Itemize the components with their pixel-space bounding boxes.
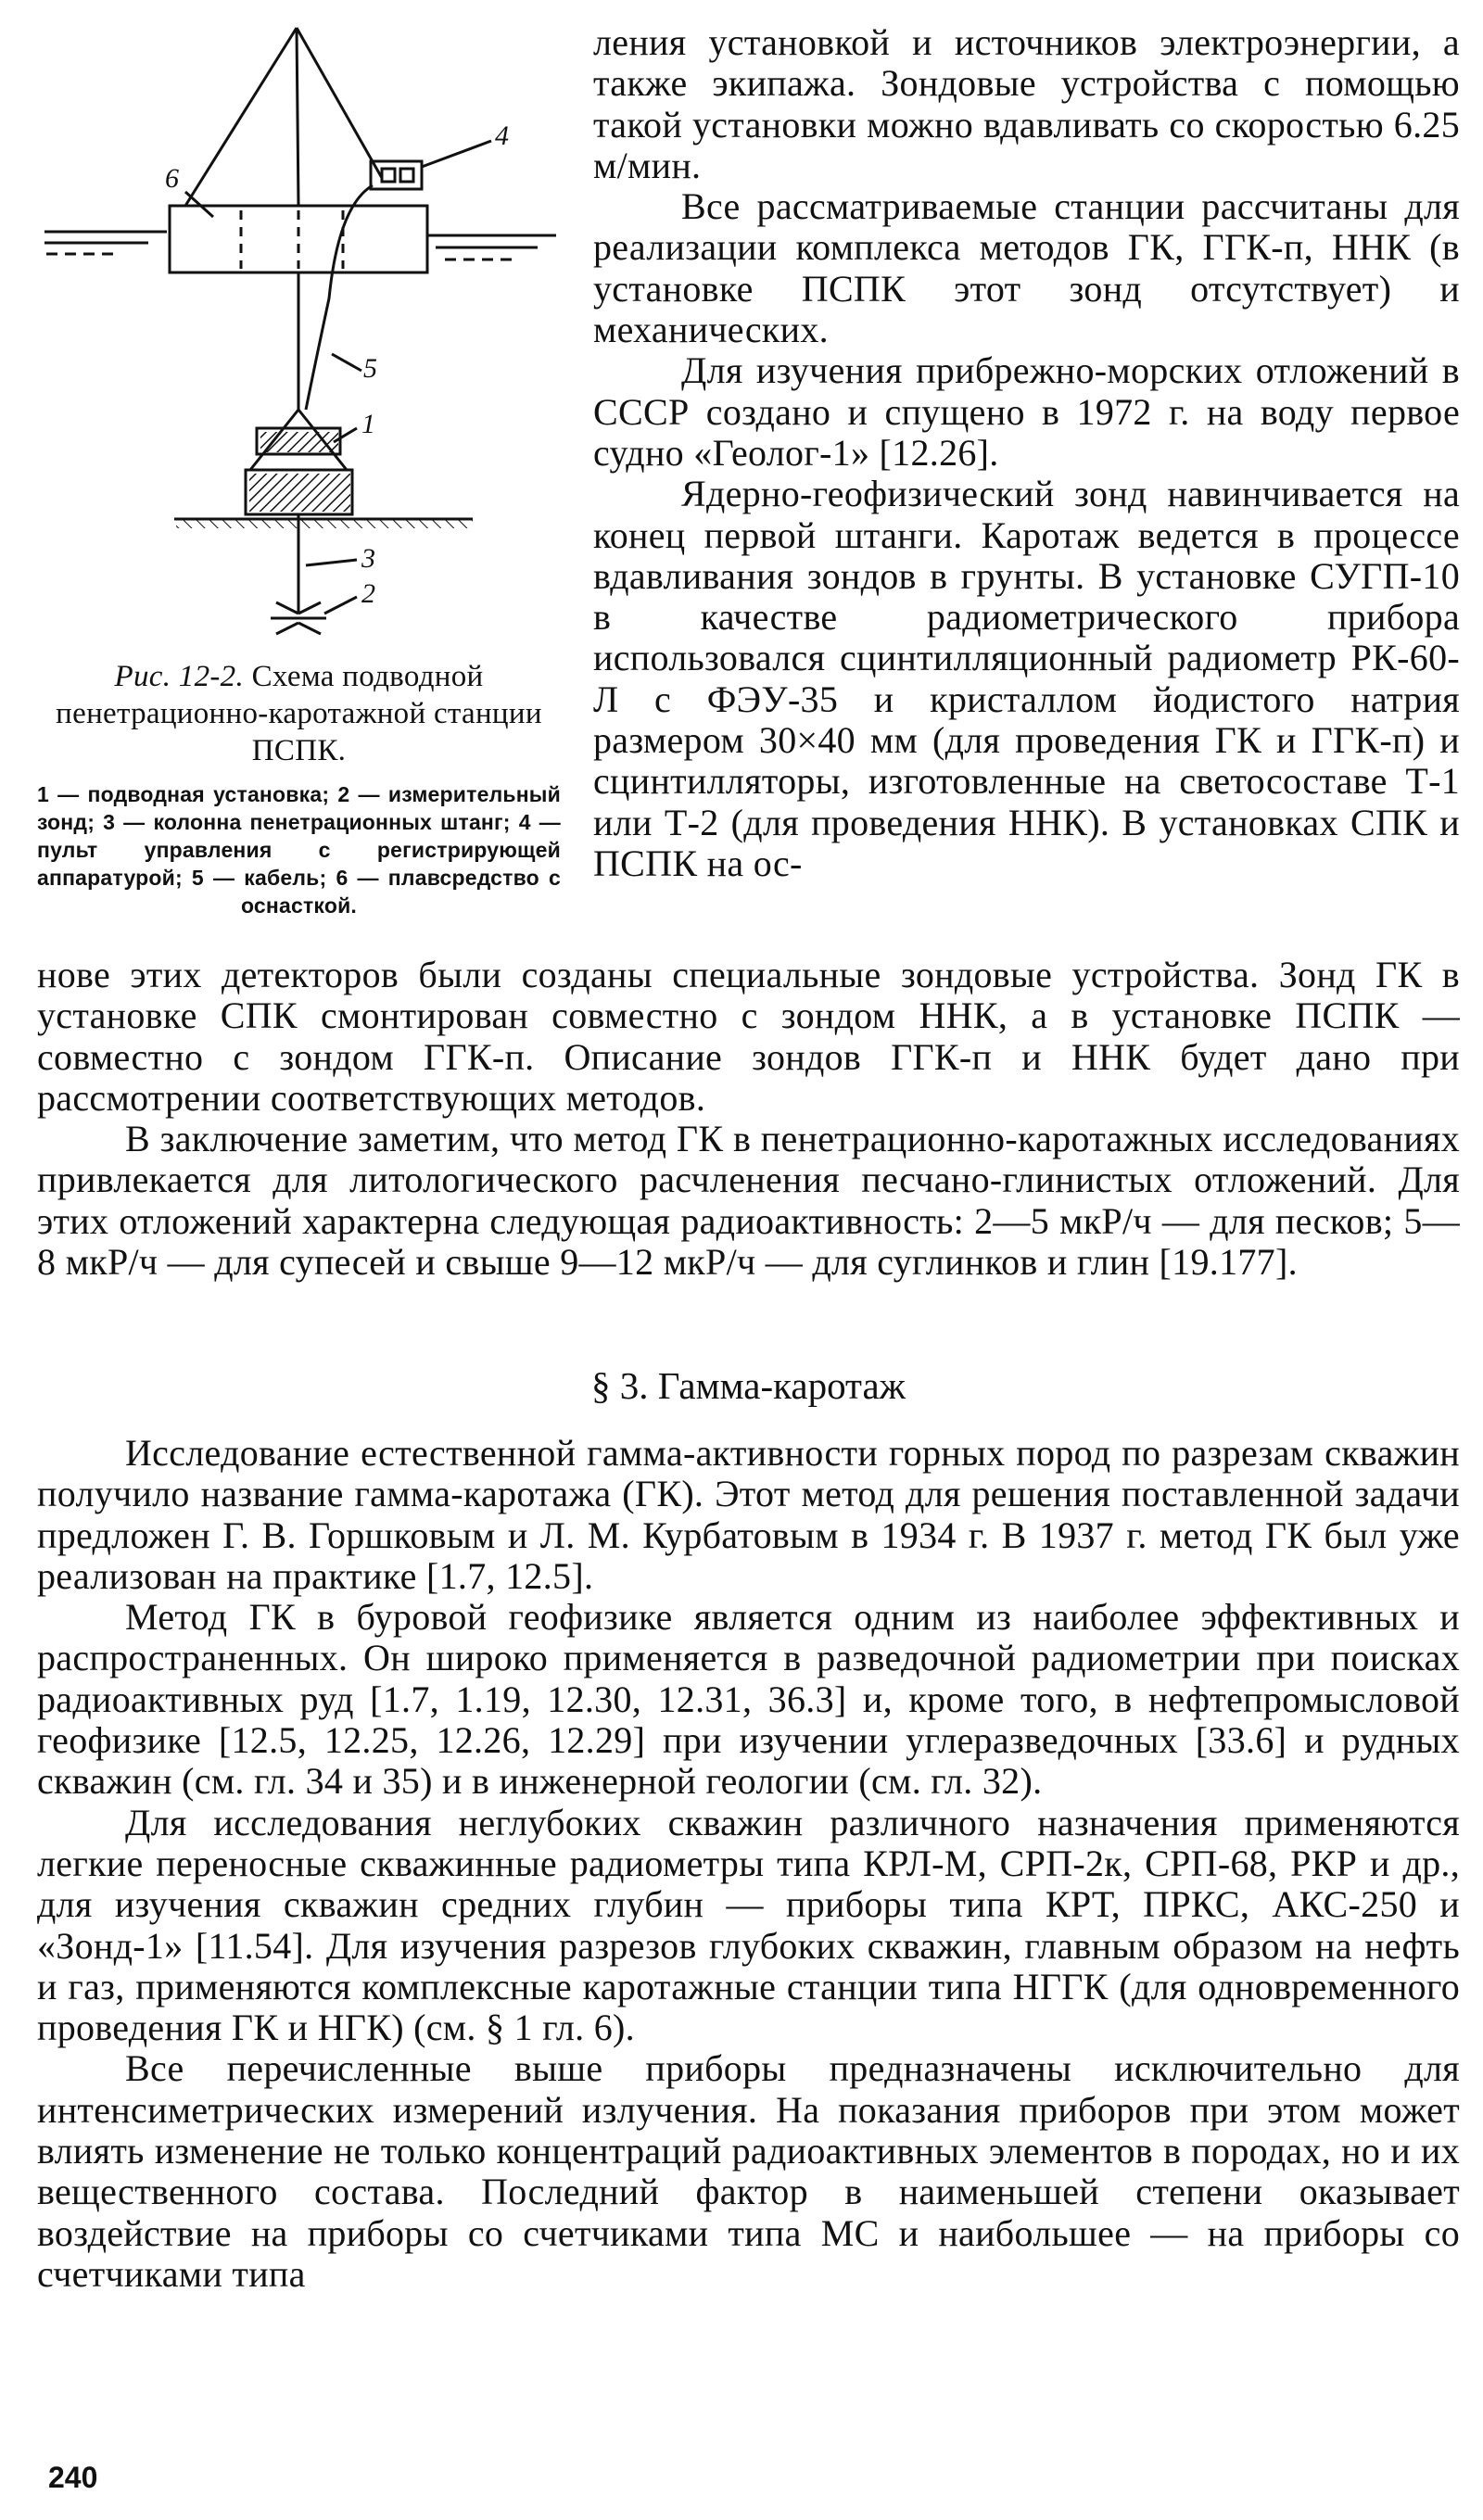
figure-caption-text: Схема подводной пенетрационно-каротажной станции ПСПК. (56, 660, 542, 767)
figure-caption (37, 658, 561, 769)
paragraph: ления установкой и источников электроэнергии, а также экипажа. Зондовые устройства с помощью такой установки можно вдавливать со скоростью 6.25 м/мин. (593, 21, 1460, 186)
paragraph: Исследование естественной гамма-активности горных пород по разрезам скважин получило название гамма-каротажа (ГК). Этот метод для решения поставленной задачи предложен Г. В. Горшковым и Л. М. Курбатовым в 1934 г. В 1937 г. метод ГК был уже реализован на практике [1.7, 12.5]. (37, 1432, 1460, 1597)
paragraph: Метод ГК в буровой геофизике является одним из наиболее эффективных и распространенных. Он широко применяется в разведочной радиометрии при поисках радиоактивных руд [1.7, 1.19, 12.30, 12.31, 36.3] и, кроме того, в нефтепромысловой геофизике [12.5, 12.25, 12.26, 12.29] при изучении углеразведочных [33.6] и рудных скважин (см. гл. 34 и 35) и в инженерной геологии (см. гл. 32). (37, 1596, 1460, 1803)
paragraph: нове этих детекторов были созданы специальные зондовые устройства. Зонд ГК в установке СПК смонтирован совместно с зондом ННК, а в установке ПСПК — совместно с зондом ГГК-п. Описание зондов ГГК-п и ННК будет дано при рассмотрении соответствующих методов. (37, 954, 1460, 1119)
full-width-text (37, 955, 1460, 1283)
section-body (37, 1433, 1460, 2295)
callout-6: 6 (165, 163, 179, 194)
paragraph: Для изучения прибрежно-морских отложений в СССР создано и спущено в 1972 г. на воду первое судно «Геолог-1» [12.26]. (593, 349, 1460, 474)
figure-12-2 (37, 20, 561, 943)
paragraph: В заключение заметим, что метод ГК в пенетрационно-каротажных исследованиях привлекается для литологического расчленения песчано-глинистых отложений. Для этих отложений характерна следующая радиоактивность: 2—5 мкР/ч — для песков; 5—8 мкР/ч — для супесей и свыше 9—12 мкР/ч — для суглинков и глин [19.177]. (37, 1118, 1460, 1284)
callout-1: 1 (361, 409, 375, 439)
callout-3: 3 (361, 543, 375, 574)
callout-4: 4 (495, 120, 509, 151)
page-number: 240 (48, 2461, 98, 2494)
paragraph: Все рассматриваемые станции рассчитаны для реализации комплекса методов ГК, ГГК-п, ННК (в установке ПСПК этот зонд отсутствует) и механических. (593, 185, 1460, 351)
figure-legend: 1 — подводная установка; 2 — измерительный зонд; 3 — колонна пенетрационных штанг; 4 — пульт управления с регистрирующей аппаратурой; 5 — кабель; 6 — плавсредство с оснасткой. (37, 782, 561, 918)
paragraph: Для исследования неглубоких скважин различного назначения применяются легкие переносные скважинные радиометры типа КРЛ-М, СРП-2к, СРП-68, РКР и др., для изучения скважин средних глубин — приборы типа КРТ, ПРКС, АКС-250 и «Зонд-1» [11.54]. Для изучения разрезов глубоких скважин, главным образом на нефть и газ, применяются комплексные каротажные станции типа НГГК (для одновременного проведения ГК и НГК) (см. § 1 гл. 6). (37, 1801, 1460, 2049)
figure-caption-label: Рис. 12-2. (114, 660, 245, 693)
paragraph: Все перечисленные выше приборы предназначены исключительно для интенсиметрических измерений излучения. На показания приборов при этом может влиять изменение не только концентраций радиоактивных элементов в породах, но и их вещественного состава. Последний фактор в наименьшей степени оказывает воздействие на приборы со счетчиками типа МС и наибольшее — на приборы со счетчиками типа (37, 2047, 1460, 2295)
penetration-station-schematic (37, 20, 561, 651)
callout-5: 5 (363, 353, 377, 384)
paragraph: Ядерно-геофизический зонд навинчивается на конец первой штанги. Каротаж ведется в процессе вдавливания зондов в грунты. В установке СУГП-10 в качестве радиометрического прибора использовался сцинтилляционный радиометр РК-60-Л с ФЭУ-35 и кристаллом йодистого натрия размером 30×40 мм (для проведения ГК и ГГК-п) и сцинтилляторы, изготовленные на светосоставе Т-1 или Т-2 (для проведения ННК). В установках СПК и ПСПК на ос- (593, 473, 1460, 884)
callout-2: 2 (361, 578, 375, 609)
right-column-text (593, 22, 1460, 884)
section-title: § 3. Гамма-каротаж (591, 1364, 906, 1407)
